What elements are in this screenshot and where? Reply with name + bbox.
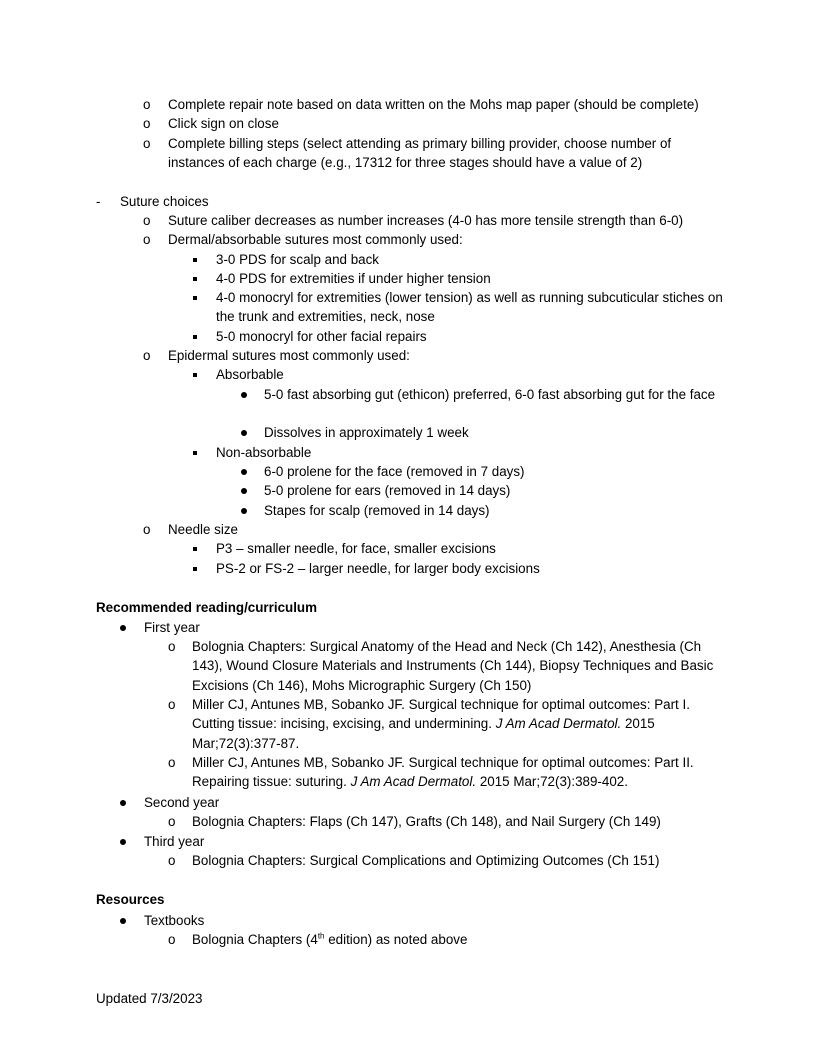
list-item: Complete repair note based on data written on the Mohs map paper (should be complete) [168, 97, 699, 112]
square-bullet-icon [193, 451, 197, 455]
section-heading-resources: Resources [96, 892, 165, 907]
circle-bullet-icon: o [168, 755, 176, 770]
circle-bullet-icon: o [143, 348, 151, 363]
list-item: 5-0 prolene for ears (removed in 14 days) [264, 483, 511, 498]
list-item: Bolognia Chapters: Surgical Complications and Optimizing Outcomes (Ch 151) [192, 853, 660, 868]
circle-bullet-icon: o [143, 522, 151, 537]
circle-bullet-icon: o [168, 932, 176, 947]
dash-bullet-icon: - [96, 194, 101, 209]
superscript: th [317, 931, 325, 941]
dot-bullet-icon [120, 918, 126, 924]
citation-text: 2015 Mar;72(3):377-87. [192, 716, 655, 751]
dot-bullet-icon [241, 392, 247, 398]
circle-bullet-icon: o [143, 136, 151, 151]
square-bullet-icon [193, 296, 197, 300]
list-item: Epidermal sutures most commonly used: [168, 348, 410, 363]
list-item [192, 695, 712, 753]
journal-name: J Am Acad Dermatol. [350, 774, 477, 790]
circle-bullet-icon: o [168, 814, 176, 829]
resource-text: Bolognia Chapters (4 [192, 932, 318, 947]
dot-bullet-icon [241, 508, 247, 514]
square-bullet-icon [193, 373, 197, 377]
journal-name: J Am Acad Dermatol. [495, 716, 622, 732]
list-item: 6-0 prolene for the face (removed in 7 days) [264, 464, 525, 479]
list-item: Dissolves in approximately 1 week [264, 425, 469, 440]
list-item: Needle size [168, 522, 238, 537]
list-item: First year [144, 620, 200, 635]
list-item: Bolognia Chapters: Flaps (Ch 147), Grafts (Ch 148), and Nail Surgery (Ch 149) [192, 814, 661, 829]
list-item: Non-absorbable [216, 445, 312, 460]
circle-bullet-icon: o [168, 697, 176, 712]
list-item: 3-0 PDS for scalp and back [216, 252, 380, 267]
dot-bullet-icon [120, 800, 126, 806]
square-bullet-icon [193, 277, 197, 281]
list-item [192, 753, 712, 792]
list-item: Complete billing steps (select attending as primary billing provider, choose number of instances of each charge (e.g., 17312 for three stages should have a value of 2) [168, 136, 672, 171]
list-item: 4-0 PDS for extremities if under higher tension [216, 271, 491, 286]
circle-bullet-icon: o [168, 853, 176, 868]
circle-bullet-icon: o [168, 639, 176, 654]
resource-text: edition) as noted above [324, 932, 468, 947]
list-item: Suture caliber decreases as number increases (4-0 has more tensile strength than 6-0) [168, 213, 684, 228]
list-item: Stapes for scalp (removed in 14 days) [264, 503, 490, 518]
citation-text: 2015 Mar;72(3):389-402. [479, 774, 628, 790]
square-bullet-icon [193, 567, 197, 571]
dot-bullet-icon [241, 469, 247, 475]
list-item: PS-2 or FS-2 – larger needle, for larger body excisions [216, 561, 540, 576]
dot-bullet-icon [241, 488, 247, 494]
list-item: 4-0 monocryl for extremities (lower tension) as well as running subcuticular stiches on the trunk and extremities, neck, nose [216, 290, 723, 325]
list-item: Bolognia Chapters: Surgical Anatomy of the Head and Neck (Ch 142), Anesthesia (Ch 143), Wound Closure Materials and Instruments (Ch 144), Biopsy Techniques and Basic Excisions (Ch 146), Mohs Micrographic Surgery (Ch 150) [192, 639, 714, 693]
dot-bullet-icon [120, 839, 126, 845]
circle-bullet-icon: o [143, 116, 151, 131]
section-heading-reading: Recommended reading/curriculum [96, 600, 317, 615]
circle-bullet-icon: o [143, 213, 151, 228]
circle-bullet-icon: o [143, 97, 151, 112]
list-item: Dermal/absorbable sutures most commonly used: [168, 232, 463, 247]
list-item: Third year [144, 834, 205, 849]
section-title-suture: Suture choices [120, 194, 209, 209]
list-item: 5-0 fast absorbing gut (ethicon) preferred, 6-0 fast absorbing gut for the face [264, 387, 716, 402]
citation-text: Miller CJ, Antunes MB, Sobanko JF. Surgical technique for optimal outcomes: Part II. Repairing tissue: suturing. [192, 755, 694, 790]
list-item: Second year [144, 795, 220, 810]
square-bullet-icon [193, 547, 197, 551]
list-item: Click sign on close [168, 116, 279, 131]
updated-date: Updated 7/3/2023 [96, 991, 203, 1006]
list-item: P3 – smaller needle, for face, smaller excisions [216, 541, 496, 556]
list-item: Absorbable [216, 367, 284, 382]
list-item [192, 930, 467, 949]
citation-text: Miller CJ, Antunes MB, Sobanko JF. Surgical technique for optimal outcomes: Part I. Cutting tissue: incising, excising, and undermining. [192, 697, 690, 732]
dot-bullet-icon [241, 430, 247, 436]
square-bullet-icon [193, 335, 197, 339]
list-item: Textbooks [144, 913, 205, 928]
list-item: 5-0 monocryl for other facial repairs [216, 329, 427, 344]
circle-bullet-icon: o [143, 232, 151, 247]
square-bullet-icon [193, 258, 197, 262]
dot-bullet-icon [120, 625, 126, 631]
